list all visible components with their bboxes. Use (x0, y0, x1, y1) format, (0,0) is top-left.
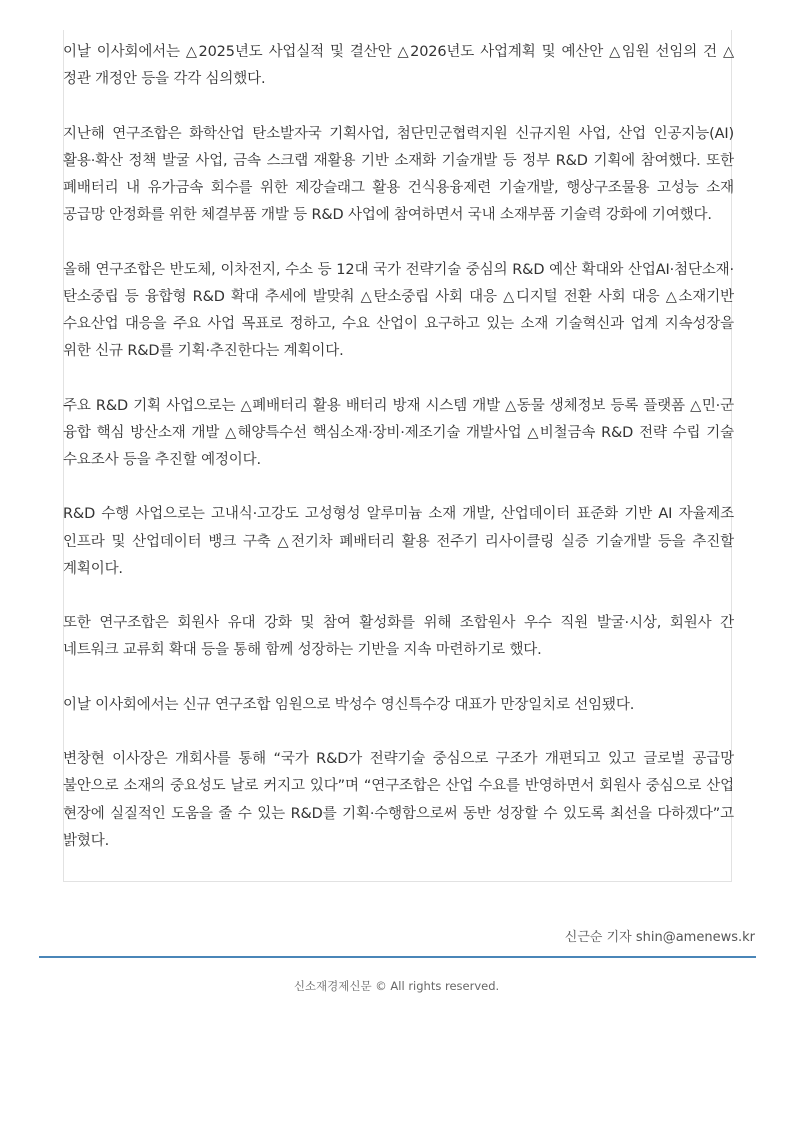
article-paragraph: 또한 연구조합은 회원사 유대 강화 및 참여 활성화를 위해 조합원사 우수 직원 발굴·시상, 회원사 간 네트워크 교류회 확대 등을 통해 함께 성장하는 기반을 지속 마련하기로 했다. (63, 615, 734, 659)
article-paragraph: 올해 연구조합은 반도체, 이차전지, 수소 등 12대 국가 전략기술 중심의 R&D 예산 확대와 산업AI·첨단소재·탄소중립 등 융합형 R&D 확대 추세에 발맞춰 △탄소중립 사회 대응 △디지털 전환 사회 대응 △소재기반 수요산업 대응을 주요 사업 목표로 정하고, 수요 산업이 요구하고 있는 소재 기술혁신과 업계 지속성장을 위한 신규 R&D를 기획·추진한다는 계획이다. (63, 261, 734, 360)
article-paragraph: R&D 수행 사업으로는 고내식·고강도 고성형성 알루미늄 소재 개발, 산업데이터 표준화 기반 AI 자율제조 인프라 및 산업데이터 뱅크 구축 △전기차 폐배터리 활용 전주기 리사이클링 실증 기술개발 등을 추진할 계획이다. (63, 506, 734, 577)
reporter-byline: 신근순 기자 shin@amenews.kr (564, 930, 755, 945)
article-paragraph: 이날 이사회에서는 △2025년도 사업실적 및 결산안 △2026년도 사업계획 및 예산안 △임원 선임의 건 △정관 개정안 등을 각각 심의했다. (63, 44, 734, 88)
footer-divider (39, 956, 756, 958)
copyright-notice: 신소재경제신문 © All rights reserved. (293, 979, 500, 993)
article-paragraph: 지난해 연구조합은 화학산업 탄소발자국 기획사업, 첨단민군협력지원 신규지원 사업, 산업 인공지능(AI) 활용·확산 정책 발굴 사업, 금속 스크랩 재활용 기반 소재화 기술개발 등 정부 R&D 기획에 참여했다. 또한 폐배터리 내 유가금속 회수를 위한 제강슬래그 활용 건식용융제련 기술개발, 행상구조물용 고성능 소재 공급망 안정화를 위한 체결부품 개발 등 R&D 사업에 참여하면서 국내 소재부품 기술력 강화에 기여했다. (63, 125, 734, 224)
article-paragraph: 주요 R&D 기획 사업으로는 △폐배터리 활용 배터리 방재 시스템 개발 △동물 생체정보 등록 플랫폼 △민·군 융합 핵심 방산소재 개발 △해양특수선 핵심소재·장비·제조기술 개발사업 △비철금속 R&D 전략 수립 기술 수요조사 등을 추진할 예정이다. (63, 397, 734, 468)
article-paragraph: 변창현 이사장은 개회사를 통해 “국가 R&D가 전략기술 중심으로 구조가 개편되고 있고 글로벌 공급망 불안으로 소재의 중요성도 날로 커지고 있다”며 “연구조합은 산업 수요를 반영하면서 회원사 중심으로 산업 현장에 실질적인 도움을 줄 수 있는 R&D를 기획·수행함으로써 동반 성장할 수 있도록 최선을 다하겠다”고 밝혔다. (63, 751, 734, 849)
article-paragraph: 이날 이사회에서는 신규 연구조합 임원으로 박성수 영신특수강 대표가 만장일치로 선임됐다. (63, 696, 635, 713)
article-body (63, 39, 734, 882)
